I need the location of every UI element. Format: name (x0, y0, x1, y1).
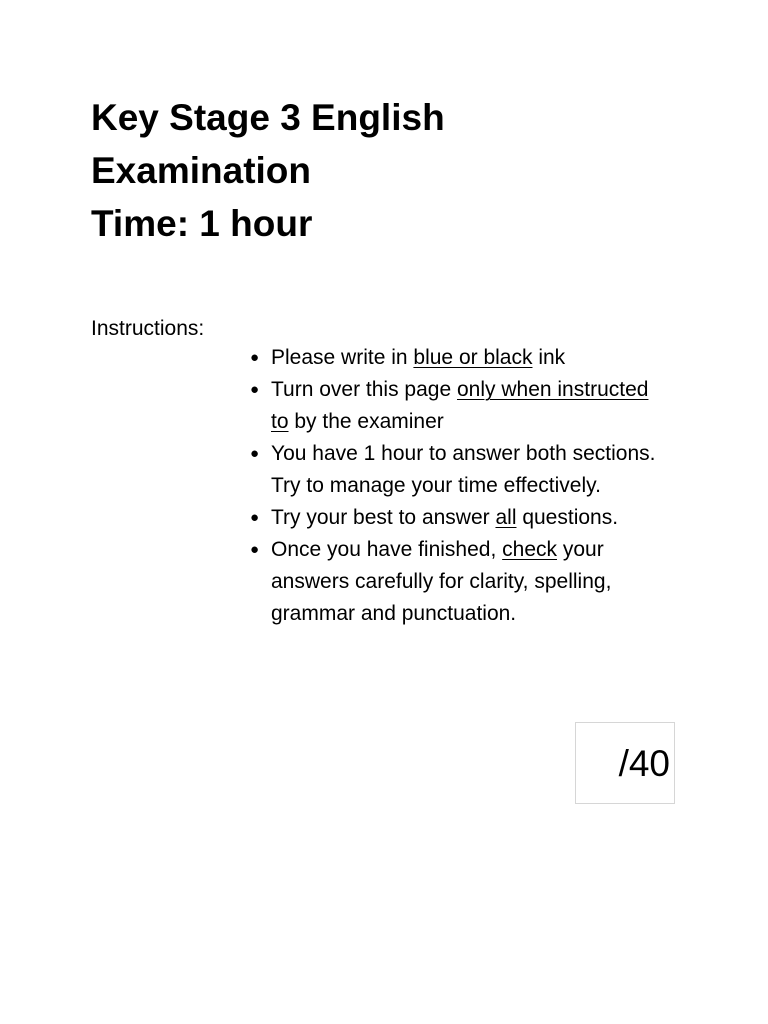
instruction-emphasis: all (495, 506, 517, 529)
instruction-emphasis: blue or black (413, 346, 533, 369)
instruction-item-time (247, 438, 667, 502)
title-line-1: Key Stage 3 English (91, 97, 445, 138)
instruction-item-ink (247, 342, 667, 374)
instructions-list (247, 342, 667, 630)
instruction-item-answer-all (247, 502, 667, 534)
instructions-label: Instructions: (91, 317, 205, 340)
time-limit: Time: 1 hour (91, 203, 313, 244)
instruction-text: Please write in (271, 346, 414, 369)
instruction-emphasis: check (502, 538, 558, 561)
bullet-icon: ● (250, 349, 260, 366)
bullet-icon: ● (250, 541, 260, 558)
instruction-text: by the examiner (288, 410, 444, 433)
bullet-icon: ● (250, 381, 260, 398)
instruction-text: your answers carefully for clarity, spelling, grammar and punctuation. (271, 538, 612, 625)
instruction-text: Once you have finished, (271, 538, 503, 561)
exam-title (91, 91, 445, 250)
instruction-item-check (247, 534, 667, 630)
instruction-text: Turn over this page (271, 378, 457, 401)
score-box (575, 722, 675, 804)
instruction-text: ink (532, 346, 566, 369)
instruction-emphasis: only when instructed to (271, 378, 649, 433)
bullet-icon: ● (250, 509, 260, 526)
instruction-text: questions. (516, 506, 619, 529)
instruction-text: Try your best to answer (271, 506, 496, 529)
instruction-text: You have 1 hour to answer both sections. Try to manage your time effectively. (271, 442, 656, 497)
title-line-2: Examination (91, 150, 311, 191)
bullet-icon: ● (250, 445, 260, 462)
score-total: /40 (618, 743, 670, 784)
instruction-item-turn-over (247, 374, 667, 438)
